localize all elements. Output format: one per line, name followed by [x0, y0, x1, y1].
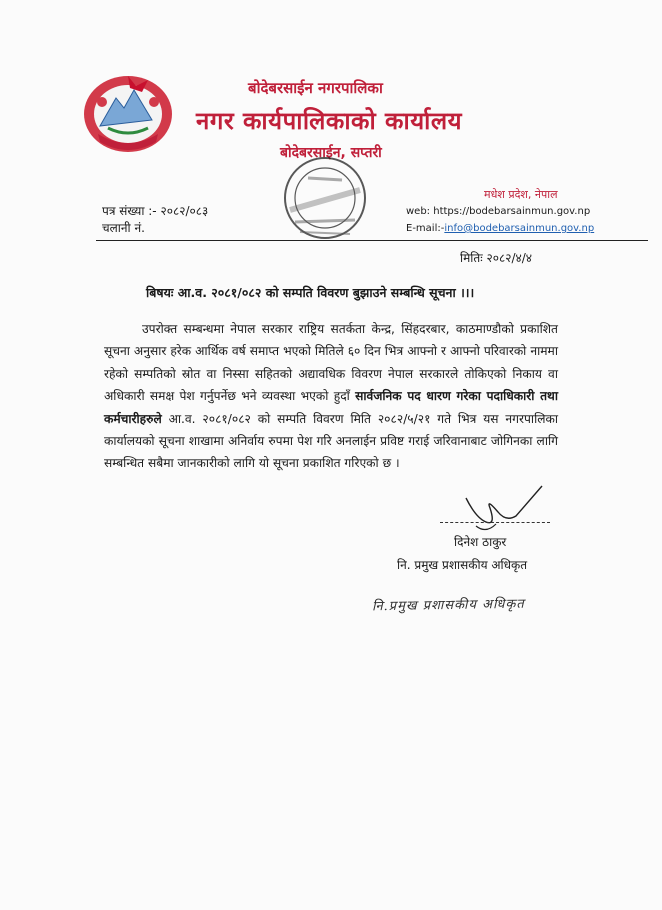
date-row [460, 249, 532, 266]
notice-body [104, 318, 558, 475]
nepal-emblem-icon [78, 68, 178, 156]
subject-line: बिषयः आ.व. २०८१/०८२ को सम्पति विवरण बुझाउने सम्बन्धि सूचना ।।। [146, 285, 475, 300]
header-divider [96, 240, 648, 241]
body-text-part1: उपरोक्त सम्बन्धमा नेपाल सरकार राष्ट्रिय सतर्कता केन्द्र, सिंहदरबार, काठमाण्डौको प्रकाशित सूचना अनुसार हरेक आर्थिक वर्ष समाप्त भएको मितिले ६० दिन भित्र आफ्नो र आफ्नो परिवारको नाममा रहेको सम्पतिको स्रोत वा निस्सा सहितको अद्यावधिक विवरण नेपाल सरकारले तोकिएको निकाय वा अधिकारी समक्ष पेश गर्नुपर्नेछ भने व्यवस्था भएको हुदाँ [104, 322, 558, 404]
signer-title: नि. प्रमुख प्रशासकीय अधिकृत [397, 558, 528, 572]
office-seal-stamp [270, 150, 380, 250]
contact-block [406, 203, 594, 237]
body-text-bold: सार्वजनिक पद धारण गरेका पदाधिकारी तथा कर्मचारीहरुले [104, 389, 559, 426]
signature-line [440, 522, 550, 523]
body-text-part3: आ.व. २०८१/०८२ को सम्पति विवरण मिति २०८२/५/२१ गते भित्र यस नगरपालिका कार्यालयको सूचना शाखामा अनिर्वाय रुपमा पेश गरि अनलाईन प्रविष्ट गराई जरिवानाबाट जोगिनका लागि सम्बन्धित सबैमा जानकारीको लागि यो सूचना प्रकाशित गरिएको छ । [104, 411, 559, 471]
website-value: https://bodebarsainmun.gov.np [433, 206, 591, 217]
date-label: मितिः [460, 251, 483, 265]
municipality-name: बोदेबरसाईन नगरपालिका [248, 79, 383, 97]
signer-name: दिनेश ठाकुर [454, 535, 507, 549]
office-address: बोदेबरसाईन, सप्तरी [280, 145, 382, 161]
letter-number-row [102, 203, 208, 220]
notice-paragraph [104, 318, 558, 475]
email-label: E-mail:- [406, 223, 445, 234]
dispatch-number-row [102, 220, 208, 237]
office-name: नगर कार्यपालिकाको कार्यालय [196, 107, 463, 135]
website-label: web: [406, 206, 431, 217]
letter-number-label: पत्र संख्या :- [102, 204, 157, 218]
handwritten-signature [446, 478, 556, 538]
website-row [406, 203, 594, 220]
letter-number-value: २०८२/०८३ [160, 204, 209, 218]
date-value: २०८२/४/४ [486, 251, 533, 265]
reference-block [102, 203, 208, 237]
email-row [406, 220, 594, 237]
dispatch-number-label: चलानी नं. [102, 221, 145, 235]
province-label: मधेश प्रदेश, नेपाल [484, 188, 558, 201]
email-link[interactable]: info@bodebarsainmun.gov.np [444, 223, 595, 234]
designation-stamp: नि.प्रमुख प्रशासकीय अधिकृत [371, 596, 525, 615]
